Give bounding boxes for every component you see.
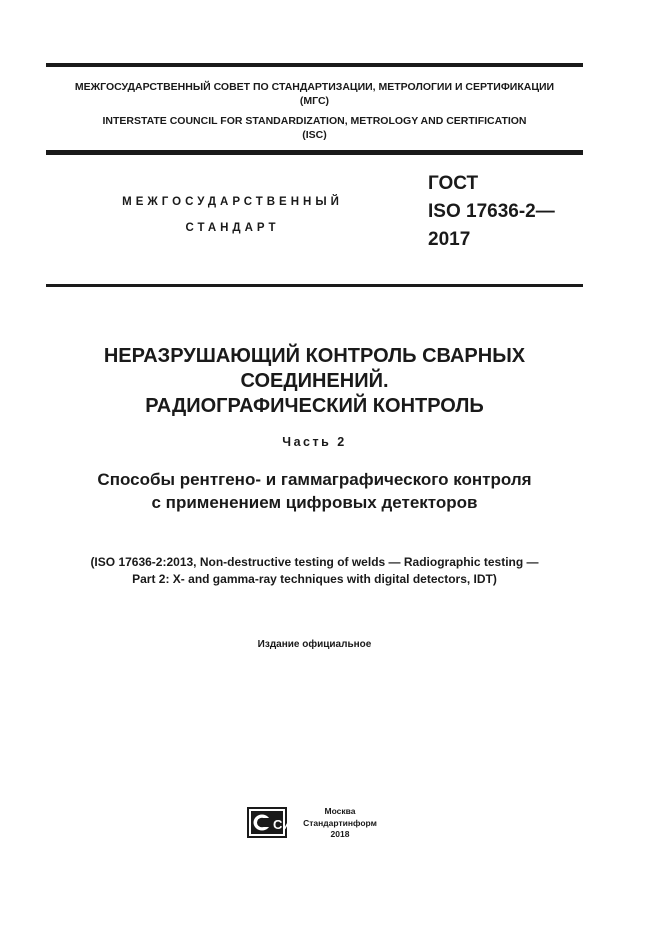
imprint-publisher: Стандартинформ [303, 817, 377, 828]
standard-designation [428, 170, 555, 254]
subtitle-line2: с применением цифровых детекторов [151, 493, 478, 512]
designation-line2: ISO 17636-2— [428, 201, 555, 222]
logo-text: СИ [273, 817, 292, 832]
document-subtitle [46, 468, 583, 514]
council-header [46, 80, 583, 142]
edition-label: Издание официальное [257, 639, 372, 650]
council-en-name: INTERSTATE COUNCIL FOR STANDARDIZATION, METROLOGY AND CERTIFICATION [102, 115, 527, 127]
standartinform-logo-icon [247, 807, 292, 838]
designation-rule [46, 284, 583, 287]
imprint-year: 2018 [330, 829, 350, 839]
standard-type [90, 189, 375, 241]
document-title [46, 344, 583, 419]
standard-type-line2: СТАНДАРТ [185, 222, 280, 234]
designation-line3: 2017 [428, 229, 471, 250]
top-rule [46, 63, 583, 67]
iso-reference [46, 554, 583, 588]
subtitle-line1: Способы рентгено- и гаммаграфического контроля [97, 470, 532, 489]
header-rule [46, 150, 583, 155]
council-en-abbr: (ISC) [302, 129, 327, 141]
title-line2: СОЕДИНЕНИЙ. [240, 370, 389, 392]
iso-reference-line2: Part 2: X- and gamma-ray techniques with digital detectors, IDT) [132, 572, 497, 586]
title-line1: НЕРАЗРУШАЮЩИЙ КОНТРОЛЬ СВАРНЫХ [103, 345, 526, 367]
part-label: Часть 2 [282, 435, 347, 449]
title-line3: РАДИОГРАФИЧЕСКИЙ КОНТРОЛЬ [145, 395, 484, 417]
iso-reference-line1: (ISO 17636-2:2013, Non-destructive testing of welds — Radiographic testing — [90, 555, 539, 569]
council-ru-name: МЕЖГОСУДАРСТВЕННЫЙ СОВЕТ ПО СТАНДАРТИЗАЦИИ, МЕТРОЛОГИИ И СЕРТИФИКАЦИИ [74, 81, 555, 93]
imprint [300, 806, 380, 841]
logo-graphic [247, 807, 292, 838]
council-ru-abbr: (МГС) [299, 95, 330, 107]
standard-type-line1: МЕЖГОСУДАРСТВЕННЫЙ [122, 196, 343, 208]
imprint-city: Москва [324, 806, 356, 816]
designation-line1: ГОСТ [428, 173, 479, 194]
